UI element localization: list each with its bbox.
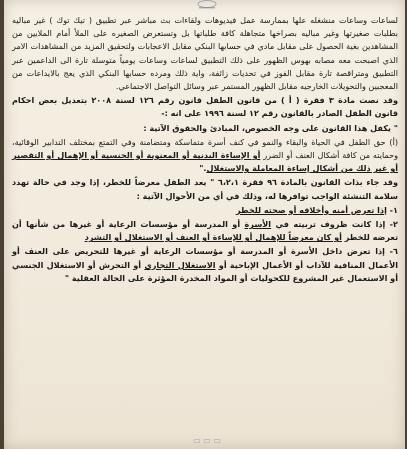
text-segment: وقد نصت مادة ٣ فقرة ( أ ) من قانون الطفل قانون رقم ١٢٦ لسنة ٢٠٠٨ بتعديل بعض احكام قانون الطفل الصادر بالقانون رقم ١٢ لسنة ١٩٩٦ على انه :- <box>12 95 398 119</box>
text-segment: ٦- إذا تعرض داخل الأسرة أو المدرسة أو مؤسسات الرعاية أو غيرها للتحريض على العنف أو الأعمال المنافية للآداب أو الأعمال الإباحية أو <box>12 246 398 270</box>
text-segment: الأسرة <box>244 219 272 230</box>
paragraph <box>12 136 398 176</box>
text-segment: " يكفل هذا القانون على وجه الخصوص، المبادئ والحقوق الآتية : <box>143 122 398 133</box>
text-segment: لساعات وساعات منشغله علها بممارسة عمل فيديوهات ولقاءات بث مباشر عبر تطبيق ( تيك توك ) غير مباليه بطلبات صغيرتها وغير مباليه بصراخها متجاهلة كافة طلباتها بل وتستعرض الصغيره على الملأ أمام الملايين من المشاهدين بغية الحصول على مقابل مادي في حسابها البنكي مقابل الاعجابات ولتحقيق المزيد من المشاهدات الامر الذي اصبحت معه مصابه بهوس الظهور على ذلك التطبيق لساعات وساعات يومياً متوسلة تارة الى الداعمين عبر التطبيق ومتراقصة تارة مقابل الفوز في تحديات زائفة، واية ذلك ومرده حسابها البنكي الذي يعج بالايداعات من المعجبين والتحويلات الخارجيه مقابل الظهور المستمر عبر وسائل التواصل الاجتماعي. <box>12 15 398 92</box>
text-segment: ١- <box>386 204 398 215</box>
paragraph <box>12 176 398 202</box>
text-segment: إذا تعرض أمنه وأخلاقه أو صحته للخطر <box>235 204 387 215</box>
text-segment: أو الإساءة البدنية أو المعنوية أو الجنسية أو الإهمال أو التقصير أو غير ذلك من أشكال إساءة المعاملة والاستغلال <box>12 150 398 174</box>
text-segment: الاستغلال التجاري <box>144 259 216 270</box>
letterhead-logo <box>192 0 222 10</box>
paragraph <box>12 245 398 285</box>
text-segment: ٢- إذا كانت ظروف تربيته في <box>271 219 398 230</box>
bottom-stamp: ▭ ▭ ▭ <box>193 436 221 445</box>
text-segment: (أ) حق الطفل في الحياة والبقاء والنمو في كنف أسرة متماسكة ومتضامنة وفي التمتع بمختلف التدابير الوقائية، وحمايته من كافة أشكال العنف أو الضرر <box>12 136 399 161</box>
paragraph <box>12 218 398 244</box>
text-segment: وقد جاء بذات القانون بالمادة ٩٦ فقرة ٦،٢،١ " يعد الطفل معرضاً للخطر، إذا وجد في حالة تهدد سلامة التنشئة الواجب توافرها له، وذلك في أي من الأحوال الآتية : <box>12 177 398 201</box>
paragraph <box>12 14 398 93</box>
document-body <box>12 14 398 286</box>
paragraph <box>12 204 398 217</box>
paragraph <box>12 94 398 120</box>
text-segment: أو التحرش أو الاستغلال الجنسي أو الاستعمال غير المشروع للكحوليات أو المواد المخدرة المؤثرة على الحالة العقلية " <box>12 259 398 283</box>
text-segment: أو كان معرضاً للإهمال أو للإساءة أو العنف أو الاستغلال أو التشرد <box>84 232 342 243</box>
document-page <box>4 0 405 449</box>
text-segment: أو المدرسة أو مؤسسات الرعاية أو غيرها من شأنها أن تعرضه للخطر <box>12 219 398 243</box>
text-segment: ." <box>199 163 207 174</box>
paragraph <box>12 122 398 135</box>
